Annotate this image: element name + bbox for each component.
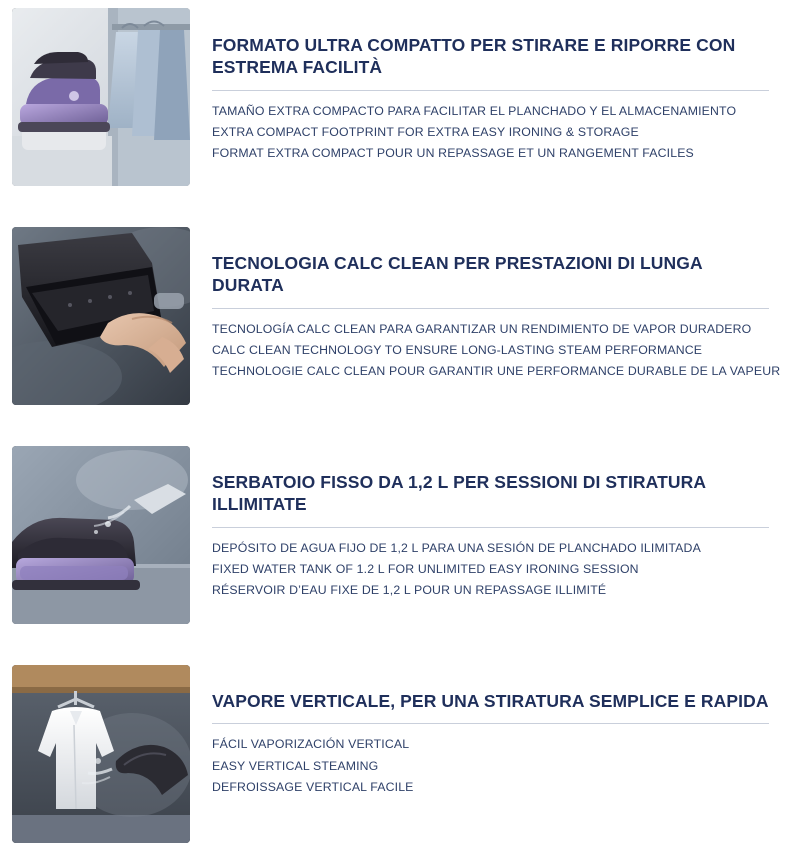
feature-headline: TECNOLOGIA CALC CLEAN PER PRESTAZIONI DI LUNGA DURATA bbox=[212, 252, 769, 309]
feature-text bbox=[190, 446, 769, 601]
feature-image-wrap bbox=[12, 227, 190, 405]
feature-subtitle: TECHNOLOGIE CALC CLEAN POUR GARANTIR UNE PERFORMANCE DURABLE DE LA VAPEUR bbox=[212, 364, 781, 379]
feature-headline: FORMATO ULTRA COMPATTO PER STIRARE E RIPORRE CON ESTREMA FACILITÀ bbox=[212, 34, 769, 91]
steam-generator-iron-beside-hanging-shirts-image bbox=[12, 8, 190, 186]
feature-block bbox=[0, 8, 789, 186]
feature-subtitle: EASY VERTICAL STEAMING bbox=[212, 758, 379, 773]
feature-headline: VAPORE VERTICALE, PER UNA STIRATURA SEMPLICE E RAPIDA bbox=[212, 690, 769, 724]
feature-text bbox=[190, 8, 769, 164]
feature-block bbox=[0, 665, 789, 843]
feature-text bbox=[190, 227, 781, 382]
feature-block bbox=[0, 446, 789, 624]
feature-image-wrap bbox=[12, 446, 190, 624]
feature-block bbox=[0, 227, 789, 405]
feature-subtitle: TECNOLOGÍA CALC CLEAN PARA GARANTIZAR UN RENDIMIENTO DE VAPOR DURADERO bbox=[212, 321, 752, 336]
feature-text bbox=[190, 665, 769, 798]
feature-subtitle: DEFROISSAGE VERTICAL FACILE bbox=[212, 779, 414, 794]
feature-subtitle: CALC CLEAN TECHNOLOGY TO ENSURE LONG-LASTING STEAM PERFORMANCE bbox=[212, 342, 703, 357]
feature-subtitle: RÉSERVOIR D’EAU FIXE DE 1,2 L POUR UN REPASSAGE ILLIMITÉ bbox=[212, 583, 607, 598]
feature-subtitles bbox=[212, 734, 769, 797]
feature-subtitles bbox=[212, 101, 769, 164]
feature-subtitle: EXTRA COMPACT FOOTPRINT FOR EXTRA EASY IRONING & STORAGE bbox=[212, 124, 639, 139]
feature-headline: SERBATOIO FISSO DA 1,2 L PER SESSIONI DI STIRATURA ILLIMITATE bbox=[212, 471, 769, 528]
hand-cleaning-iron-soleplate-with-calc-clean-image bbox=[12, 227, 190, 405]
feature-subtitle: FORMAT EXTRA COMPACT POUR UN REPASSAGE ET UN RANGEMENT FACILES bbox=[212, 146, 694, 161]
feature-subtitle: FÁCIL VAPORIZACIÓN VERTICAL bbox=[212, 737, 410, 752]
feature-subtitle: FIXED WATER TANK OF 1.2 L FOR UNLIMITED EASY IRONING SESSION bbox=[212, 561, 639, 576]
vertical-steaming-shirt-on-hanger-image bbox=[12, 665, 190, 843]
feature-subtitles bbox=[212, 538, 769, 601]
feature-subtitles bbox=[212, 319, 781, 382]
feature-image-wrap bbox=[12, 665, 190, 843]
water-tank-being-filled-on-steam-station-image bbox=[12, 446, 190, 624]
feature-subtitle: TAMAÑO EXTRA COMPACTO PARA FACILITAR EL PLANCHADO Y EL ALMACENAMIENTO bbox=[212, 103, 737, 118]
feature-subtitle: DEPÓSITO DE AGUA FIJO DE 1,2 L PARA UNA SESIÓN DE PLANCHADO ILIMITADA bbox=[212, 540, 701, 555]
feature-image-wrap bbox=[12, 8, 190, 186]
